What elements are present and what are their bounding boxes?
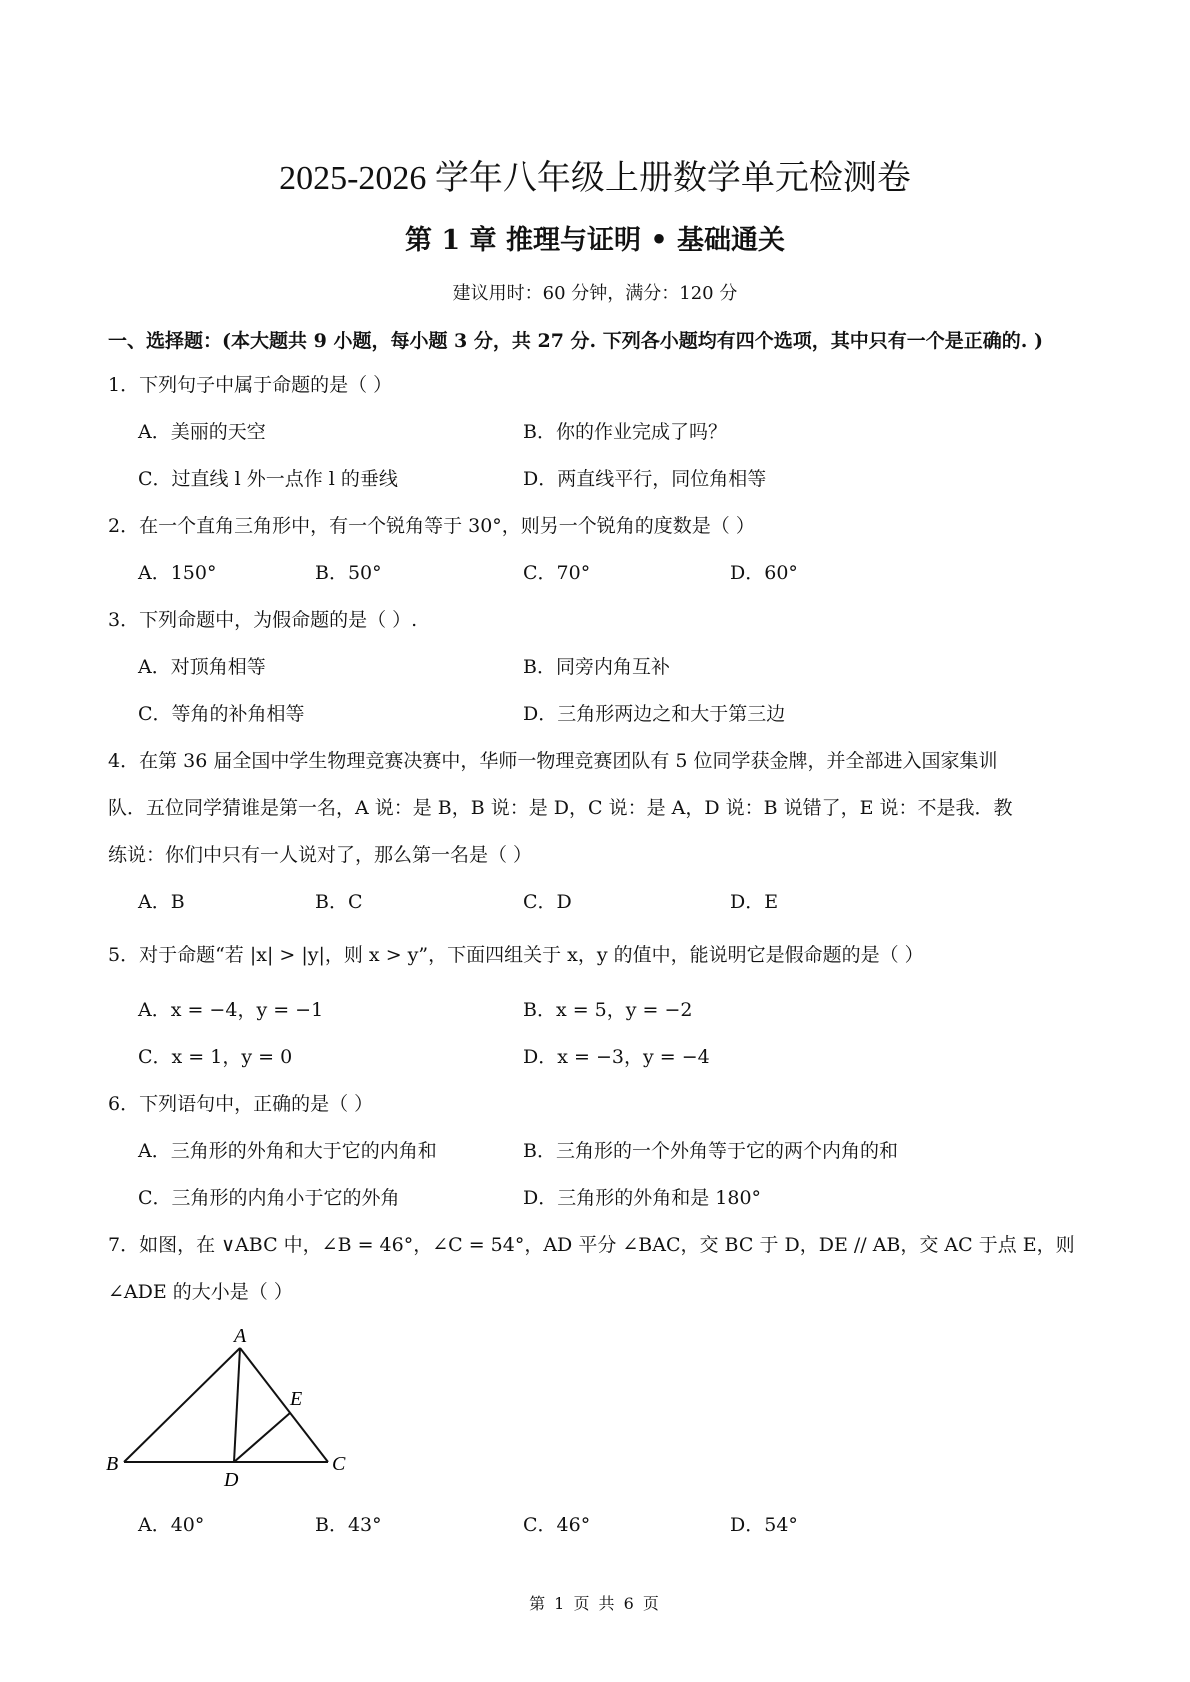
q5-option-d: D．x = −3，y = −4 <box>523 1046 710 1068</box>
question-5-stem: 5．对于命题“若 |x| > |y|，则 x > y”，下面四组关于 x，y 的值中，能说明它是假命题的是（ ） <box>108 944 924 966</box>
q7-option-a: A．40° <box>138 1514 205 1536</box>
q4-option-c: C．D <box>523 891 572 913</box>
q7-option-c: C．46° <box>523 1514 591 1536</box>
q1-option-a: A．美丽的天空 <box>138 421 266 443</box>
chapter-subtitle: 第 1 章 推理与证明 • 基础通关 <box>404 225 786 256</box>
q7-option-d: D．54° <box>730 1514 798 1536</box>
question-6-stem: 6．下列语句中，正确的是（ ） <box>108 1093 374 1115</box>
q2-option-a: A．150° <box>138 562 217 584</box>
q3-option-d: D．三角形两边之和大于第三边 <box>523 703 786 725</box>
segment-ad <box>234 1348 240 1462</box>
question-3-stem: 3．下列命题中，为假命题的是（ ）. <box>108 609 418 631</box>
label-e: E <box>290 1388 303 1410</box>
question-2-stem: 2．在一个直角三角形中，有一个锐角等于 30°，则另一个锐角的度数是（ ） <box>108 515 755 537</box>
q3-option-b: B．同旁内角互补 <box>523 656 670 678</box>
label-c: C <box>332 1453 346 1475</box>
q2-option-d: D．60° <box>730 562 798 584</box>
q6-option-a: A．三角形的外角和大于它的内角和 <box>138 1140 437 1162</box>
q6-option-d: D．三角形的外角和是 180° <box>523 1187 762 1209</box>
q1-option-b: B．你的作业完成了吗？ <box>523 421 727 443</box>
q1-option-c: C．过直线 l 外一点作 l 的垂线 <box>138 468 398 490</box>
label-a: A <box>234 1325 247 1347</box>
question-7-stem-line-1: 7．如图，在 ∨ABC 中，∠B = 46°，∠C = 54°，AD 平分 ∠BAC，交 BC 于 D，DE // AB，交 AC 于点 E，则 <box>108 1234 1075 1256</box>
q5-option-a: A．x = −4，y = −1 <box>138 999 324 1021</box>
q4-option-d: D．E <box>730 891 779 913</box>
label-d: D <box>224 1469 239 1490</box>
triangle-figure <box>100 1320 360 1490</box>
question-4-stem-line-1: 4．在第 36 届全国中学生物理竞赛决赛中，华师一物理竞赛团队有 5 位同学获金牌，并全部进入国家集训 <box>108 750 998 772</box>
page-footer: 第 1 页 共 6 页 <box>529 1594 661 1613</box>
question-4-stem-line-3: 练说：你们中只有一人说对了，那么第一名是（ ） <box>108 844 533 866</box>
q6-option-c: C．三角形的内角小于它的外角 <box>138 1187 400 1209</box>
segment-ab <box>124 1348 240 1462</box>
q1-option-d: D．两直线平行，同位角相等 <box>523 468 767 490</box>
q6-option-b: B．三角形的一个外角等于它的两个内角的和 <box>523 1140 898 1162</box>
section-heading: 一、选择题：(本大题共 9 小题，每小题 3 分，共 27 分. 下列各小题均有四个选项，其中只有一个是正确的. ) <box>108 330 1044 352</box>
question-4-stem-line-2: 队．五位同学猜谁是第一名，A 说：是 B，B 说：是 D，C 说：是 A，D 说：B 说错了，E 说：不是我．教 <box>108 797 1013 819</box>
time-note: 建议用时：60 分钟，满分：120 分 <box>452 283 738 304</box>
q5-option-b: B．x = 5，y = −2 <box>523 999 693 1021</box>
question-1-stem: 1．下列句子中属于命题的是（ ） <box>108 374 393 396</box>
q5-option-c: C．x = 1，y = 0 <box>138 1046 293 1068</box>
segment-de <box>234 1413 290 1462</box>
page-title: 2025-2026 学年八年级上册数学单元检测卷 <box>279 160 911 197</box>
q4-option-b: B．C <box>315 891 363 913</box>
q3-option-a: A．对顶角相等 <box>138 656 266 678</box>
q4-option-a: A．B <box>138 891 185 913</box>
q2-option-c: C．70° <box>523 562 591 584</box>
question-7-stem-line-2: ∠ADE 的大小是（ ） <box>108 1281 293 1303</box>
q2-option-b: B．50° <box>315 562 382 584</box>
q7-option-b: B．43° <box>315 1514 382 1536</box>
label-b: B <box>106 1453 119 1475</box>
q3-option-c: C．等角的补角相等 <box>138 703 305 725</box>
